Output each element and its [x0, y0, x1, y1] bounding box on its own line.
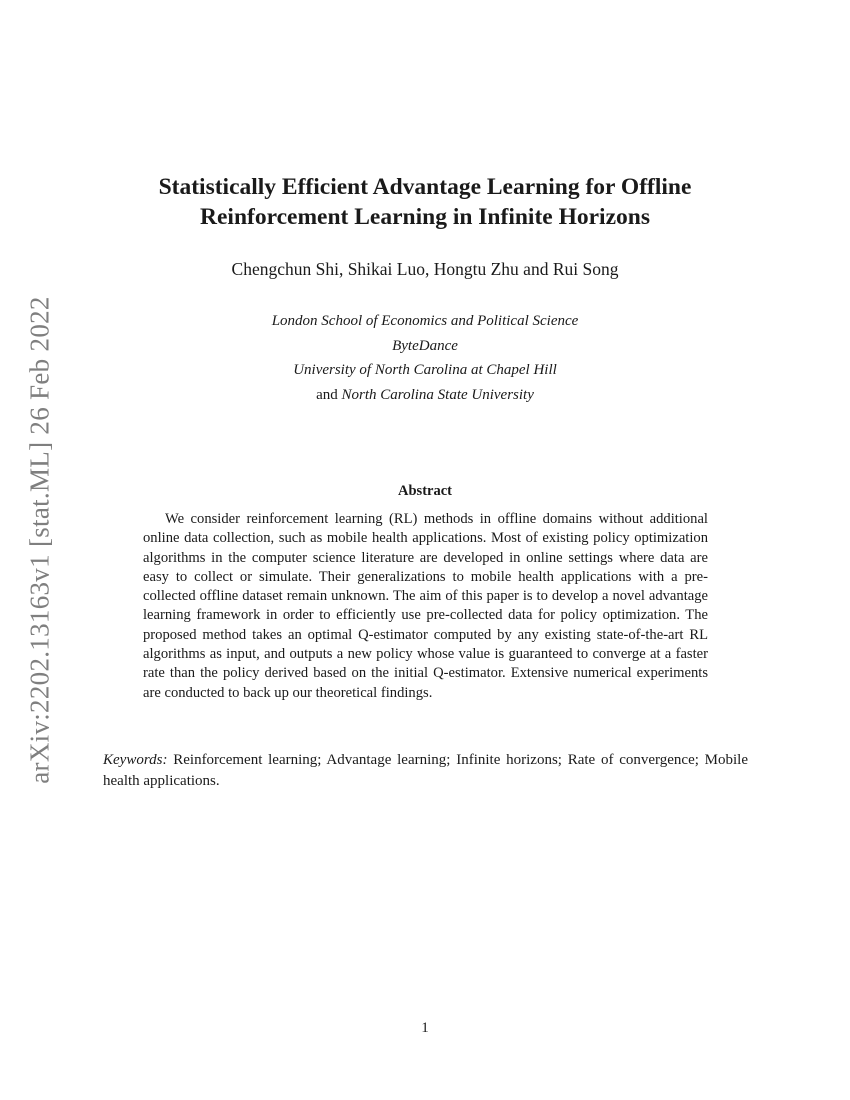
keywords-paragraph — [103, 750, 748, 791]
abstract-heading: Abstract — [398, 483, 452, 499]
affiliation-lse: London School of Economics and Political Science — [271, 313, 579, 329]
page-number: 1 — [421, 1020, 429, 1036]
affiliation-ncsu: North Carolina State University — [341, 386, 534, 403]
arxiv-identifier-stamp: arXiv:2202.13163v1 [stat.ML] 26 Feb 2022 — [24, 296, 55, 784]
paper-title: Statistically Efficient Advantage Learning for Offline Reinforcement Learning in Infinite Horizons — [158, 174, 692, 230]
keywords-label: Keywords: — [103, 752, 168, 768]
affiliations-block — [100, 309, 750, 407]
affiliation-ncsu-line — [100, 383, 750, 408]
affiliation-conjunction: and — [316, 386, 338, 403]
affiliation-bytedance: ByteDance — [392, 337, 458, 354]
keywords-list: Reinforcement learning; Advantage learning; Infinite horizons; Rate of convergence; Mobile health applications. — [103, 752, 749, 789]
abstract-text: We consider reinforcement learning (RL) methods in offline domains without additional online data collection, such as mobile health applications. Most of existing policy optimization algorithms in the computer science literature are developed in online settings where data are easy to collect or simulate. Their generalizations to mobile health applications with a pre-collected offline dataset remain unknown. The aim of this paper is to develop a novel advantage learning framework in order to efficiently use pre-collected data for policy optimization. The proposed method takes an optimal Q-estimator computed by any existing state-of-the-art RL algorithms as input, and outputs a new policy whose value is guaranteed to converge at a faster rate than the policy derived based on the initial Q-estimator. Extensive numerical experiments are conducted to back up our theoretical findings. — [143, 511, 708, 701]
affiliation-unc: University of North Carolina at Chapel Hill — [293, 362, 557, 378]
author-list: Chengchun Shi, Shikai Luo, Hongtu Zhu and Rui Song — [231, 259, 619, 279]
